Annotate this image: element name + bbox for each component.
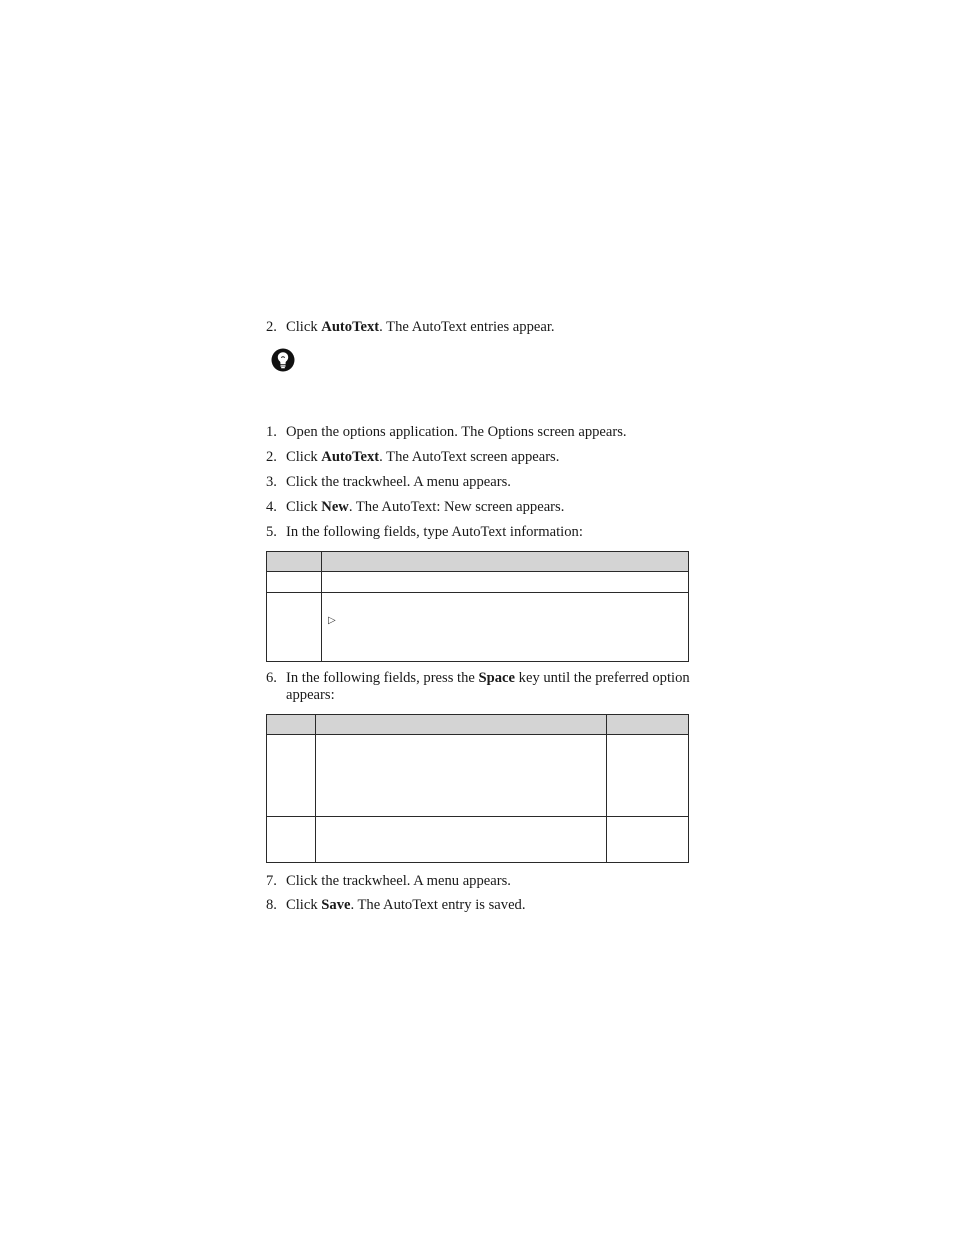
step-text	[286, 499, 691, 516]
step-text	[286, 319, 691, 336]
table-header-row	[267, 552, 689, 572]
step-text-bold: AutoText	[321, 319, 380, 335]
table-row	[267, 735, 689, 817]
step-number: 1.	[266, 424, 277, 440]
step-text-pre: Click the trackwheel. A menu appears.	[286, 873, 511, 889]
step-number: 2.	[266, 449, 277, 465]
table-header-cell	[316, 715, 607, 735]
step-number: 2.	[266, 319, 277, 335]
table-cell	[267, 572, 322, 593]
step-text-bold: New	[321, 499, 349, 515]
table-cell	[267, 817, 316, 863]
step-text	[286, 449, 691, 466]
step-number: 4.	[266, 499, 277, 515]
table-header-row	[267, 715, 689, 735]
table-cell	[322, 572, 689, 593]
step-text	[286, 670, 691, 704]
step-1	[266, 424, 691, 441]
step-6	[266, 670, 691, 704]
step-5	[266, 524, 691, 541]
step-text-pre: Open the options application. The Options screen appears.	[286, 424, 627, 440]
step-text-pre: Click	[286, 319, 322, 335]
table-header-cell	[607, 715, 689, 735]
table-cell	[322, 593, 689, 662]
autotext-fields-table	[266, 551, 689, 662]
step-text-post: key until the preferred option appears:	[286, 670, 690, 703]
step-text	[286, 424, 691, 441]
step-text-post: . The AutoText: New screen appears.	[348, 499, 565, 515]
autotext-options-table	[266, 714, 689, 863]
table-row	[267, 593, 689, 662]
table-cell	[316, 817, 607, 863]
table-header-cell	[322, 552, 689, 572]
table-row	[267, 817, 689, 863]
note-marker-icon: ▷	[328, 615, 336, 626]
step-8	[266, 897, 691, 914]
step-text-post: . The AutoText entries appear.	[379, 319, 555, 335]
step-text	[286, 474, 691, 491]
step-text-bold: AutoText	[321, 449, 380, 465]
table-cell	[607, 817, 689, 863]
step-text-bold: Save	[321, 897, 351, 913]
table-cell	[267, 593, 322, 662]
table-header-cell	[267, 715, 316, 735]
lightbulb-icon	[271, 348, 295, 372]
step-text	[286, 873, 691, 890]
step-text-pre: In the following fields, type AutoText information:	[286, 524, 583, 540]
step-text	[286, 897, 691, 914]
step-number: 8.	[266, 897, 277, 913]
step-3	[266, 474, 691, 491]
table-header-cell	[267, 552, 322, 572]
step-text-post: . The AutoText entry is saved.	[350, 897, 526, 913]
step-text-pre: Click	[286, 449, 322, 465]
step-text-pre: Click the trackwheel. A menu appears.	[286, 474, 511, 490]
step-number: 6.	[266, 670, 277, 686]
step-number: 7.	[266, 873, 277, 889]
step-number: 5.	[266, 524, 277, 540]
step-text-pre: Click	[286, 499, 322, 515]
intro-step-2	[266, 319, 691, 336]
table-cell	[316, 735, 607, 817]
step-text-pre: In the following fields, press the	[286, 670, 479, 686]
step-text	[286, 524, 691, 541]
step-text-pre: Click	[286, 897, 322, 913]
step-7	[266, 873, 691, 890]
step-text-bold: Space	[478, 670, 516, 686]
step-text-post: . The AutoText screen appears.	[379, 449, 560, 465]
table-row	[267, 572, 689, 593]
step-number: 3.	[266, 474, 277, 490]
step-2	[266, 449, 691, 466]
step-4	[266, 499, 691, 516]
table-cell	[607, 735, 689, 817]
table-cell	[267, 735, 316, 817]
